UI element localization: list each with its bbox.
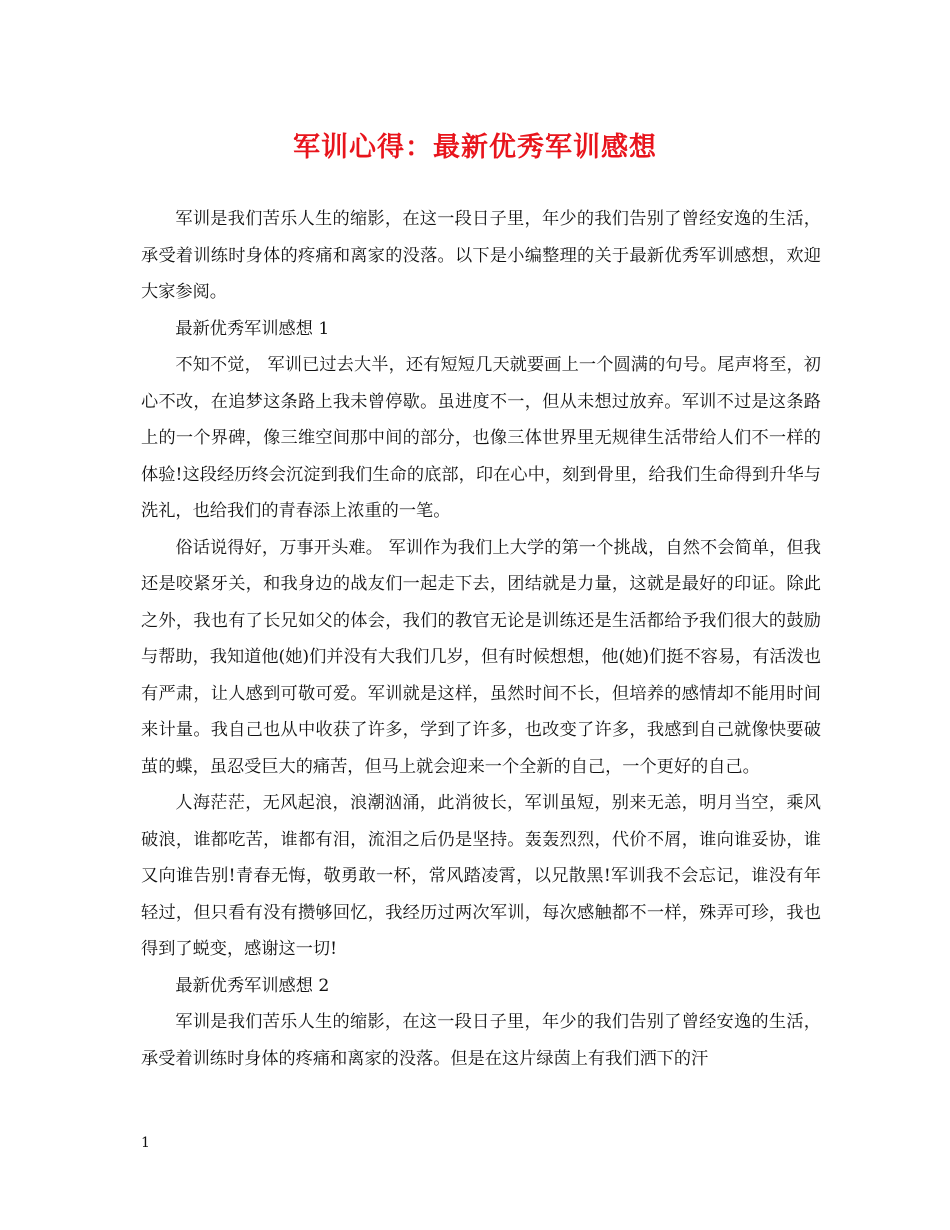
section-heading-2: 最新优秀军训感想 2 xyxy=(175,975,330,996)
intro-paragraph: 军训是我们苦乐人生的缩影，在这一段日子里，年少的我们告别了曾经安逸的生活，承受着训练时身体的疼痛和离家的没落。以下是小编整理的关于最新优秀军训感想，欢迎大家参阅。 xyxy=(141,209,821,302)
body-paragraph: 军训是我们苦乐人生的缩影，在这一段日子里，年少的我们告别了曾经安逸的生活，承受着训练时身体的疼痛和离家的没落。但是在这片绿茵上有我们洒下的汗 xyxy=(141,1012,821,1069)
page-number: 1 xyxy=(141,1135,150,1151)
document-body xyxy=(141,201,821,1077)
section-heading-1: 最新优秀军训感想 1 xyxy=(175,318,330,339)
body-paragraph: 俗话说得好，万事开头难。 军训作为我们上大学的第一个挑战，自然不会简单，但我还是咬紧牙关，和我身边的战友们一起走下去，团结就是力量，这就是最好的印证。除此之外，我也有了长兄如父的体会，我们的教官无论是训练还是生活都给予我们很大的鼓励与帮助，我知道他(她)们并没有大我们几岁，但有时候想想，他(她)们挺不容易，有活泼也有严肃，让人感到可敬可爱。军训就是这样，虽然时间不长，但培养的感情却不能用时间来计量。我自己也从中收获了许多，学到了许多，也改变了许多，我感到自己就像快要破茧的蝶，虽忍受巨大的痛苦，但马上就会迎来一个全新的自己，一个更好的自己。 xyxy=(141,537,821,777)
body-paragraph: 不知不觉， 军训已过去大半，还有短短几天就要画上一个圆满的句号。尾声将至，初心不改，在追梦这条路上我未曾停歇。虽进度不一，但从未想过放弃。军训不过是这条路上的一个界碑，像三维空间那中间的部分，也像三体世界里无规律生活带给人们不一样的体验!这段经历终会沉淀到我们生命的底部，印在心中，刻到骨里，给我们生命得到升华与洗礼，也给我们的青春添上浓重的一笔。 xyxy=(141,355,821,521)
document-title: 军训心得：最新优秀军训感想 xyxy=(293,132,657,163)
body-paragraph: 人海茫茫，无风起浪，浪潮汹涌，此消彼长，军训虽短，别来无恙，明月当空，乘风破浪，谁都吃苦，谁都有泪，流泪之后仍是坚持。轰轰烈烈，代价不屑，谁向谁妥协，谁又向谁告别!青春无悔，敬勇敢一杯，常风踏凌霄，以兄散黑!军训我不会忘记，谁没有年轻过，但只看有没有攒够回忆，我经历过两次军训，每次感触都不一样，殊弄可珍，我也得到了蜕变，感谢这一切! xyxy=(141,793,821,959)
